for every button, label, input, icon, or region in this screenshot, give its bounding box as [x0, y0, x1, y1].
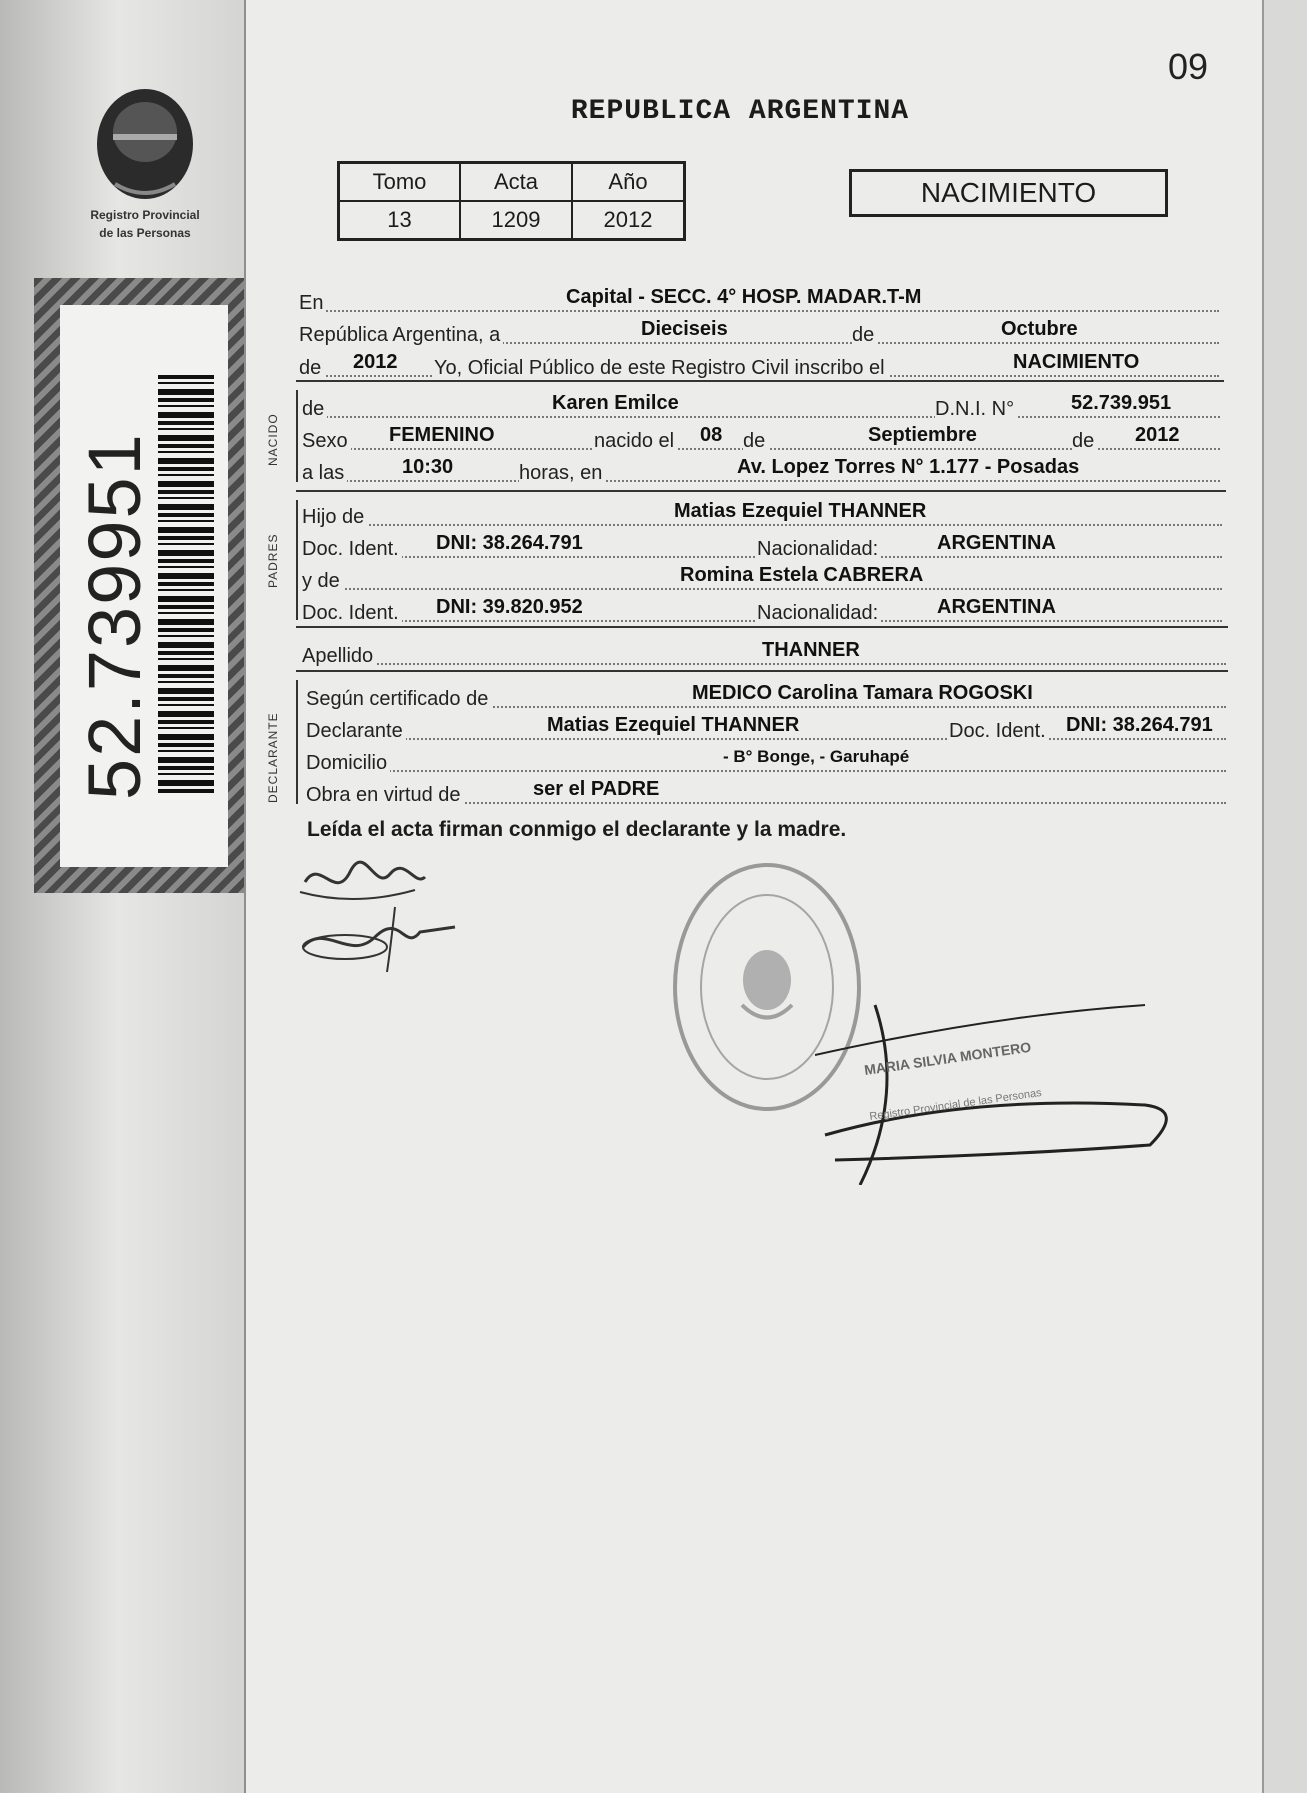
value-mes-nac: Septiembre [868, 424, 977, 446]
value-domicilio: - B° Bonge, - Garuhapé [721, 744, 911, 770]
section-label-padres: PADRES [266, 533, 280, 588]
value-certificado: MEDICO Carolina Tamara ROGOSKI [692, 682, 1033, 704]
declarant-signature-icon [295, 852, 465, 982]
coat-of-arms-icon [85, 74, 205, 204]
label-de-mes: de [743, 428, 768, 454]
value-hora: 10:30 [402, 456, 454, 478]
barcode [158, 375, 214, 795]
logo-text-line1: Registro Provincial [90, 208, 200, 222]
value-anio: 2012 [353, 351, 398, 373]
officer-stamp-signature-icon [815, 995, 1185, 1185]
section-label-nacido: NACIDO [266, 413, 280, 466]
value-madre: Romina Estela CABRERA [680, 564, 924, 586]
divider-3 [296, 626, 1228, 628]
label-obra: Obra en virtud de [306, 782, 464, 808]
label-republica: República Argentina, a [299, 322, 503, 348]
label-sexo: Sexo [302, 428, 351, 454]
value-inscribo: NACIMIENTO [1013, 351, 1140, 373]
value-dni: 52.739.951 [1071, 392, 1172, 414]
row-sexo [302, 422, 1220, 450]
label-horas-en: horas, en [519, 460, 605, 486]
act-type-box: NACIMIENTO [849, 169, 1168, 217]
label-a-las: a las [302, 460, 347, 486]
label-padre-nac: Nacionalidad: [757, 536, 881, 562]
label-de2: de [299, 355, 324, 381]
logo-text-line2: de las Personas [99, 226, 191, 240]
value-en: Capital - SECC. 4° HOSP. MADAR.T-M [566, 286, 922, 308]
label-de-anio: de [1072, 428, 1097, 454]
row-hora [302, 454, 1220, 482]
label-oficial: Yo, Oficial Público de este Registro Civil inscribo el [434, 355, 888, 381]
value-anio-nac: 2012 [1135, 424, 1180, 446]
row-obra [306, 776, 1226, 804]
divider-1 [296, 380, 1224, 382]
closing-statement: Leída el acta firman conmigo el declarante y la madre. [307, 818, 847, 841]
sticker-dni-number: 52.739951 [73, 432, 156, 800]
value-apellido: THANNER [762, 639, 860, 661]
label-madre-nac: Nacionalidad: [757, 600, 881, 626]
row-republica [299, 316, 1219, 344]
registry-header-anio: Año [572, 163, 685, 202]
label-domicilio: Domicilio [306, 750, 390, 776]
value-lugar: Av. Lopez Torres N° 1.177 - Posadas [737, 456, 1080, 478]
page-number: 09 [1168, 46, 1209, 87]
value-padre: Matias Ezequiel THANNER [674, 500, 927, 522]
row-padre [302, 498, 1222, 526]
value-madre-nac: ARGENTINA [937, 596, 1056, 618]
label-declarante: Declarante [306, 718, 406, 744]
divider-2 [296, 490, 1226, 492]
label-en: En [299, 290, 326, 316]
section-label-declarante: DECLARANTE [266, 712, 280, 803]
value-declarante: Matias Ezequiel THANNER [547, 714, 800, 736]
label-hijo-de: Hijo de [302, 504, 367, 530]
label-dni: D.N.I. N° [935, 396, 1017, 422]
value-padre-nac: ARGENTINA [937, 532, 1056, 554]
registry-value-anio: 2012 [572, 201, 685, 240]
row-en [299, 284, 1219, 312]
stamp-org: Registro Provincial de las Personas [868, 1086, 1043, 1123]
value-mes: Octubre [1001, 318, 1078, 340]
value-nombre: Karen Emilce [552, 392, 679, 414]
registry-header-tomo: Tomo [339, 163, 461, 202]
row-anio [299, 349, 1219, 377]
label-nacido-el: nacido el [594, 428, 677, 454]
row-nombre [302, 390, 1220, 418]
value-obra: ser el PADRE [533, 778, 660, 800]
document-title: REPUBLICA ARGENTINA [570, 96, 910, 127]
label-y-de: y de [302, 568, 343, 594]
registry-value-tomo: 13 [339, 201, 461, 240]
label-decl-doc: Doc. Ident. [949, 718, 1049, 744]
divider-4 [296, 670, 1228, 672]
row-apellido [302, 637, 1226, 665]
stamp-name: MARIA SILVIA MONTERO [863, 1038, 1033, 1078]
bar-padres [296, 500, 298, 620]
row-padre-doc [302, 530, 1222, 558]
value-decl-doc: DNI: 38.264.791 [1066, 714, 1213, 736]
label-madre-doc: Doc. Ident. [302, 600, 402, 626]
row-domicilio [306, 744, 1226, 772]
registry-value-acta: 1209 [460, 201, 572, 240]
label-apellido: Apellido [302, 643, 376, 669]
row-certificado [306, 680, 1226, 708]
value-sexo: FEMENINO [389, 424, 495, 446]
label-de: de [852, 322, 877, 348]
value-dia-nac: 08 [700, 424, 723, 446]
row-madre-doc [302, 594, 1222, 622]
registry-header-acta: Acta [460, 163, 572, 202]
value-padre-dni: DNI: 38.264.791 [436, 532, 583, 554]
bar-nacido [296, 390, 298, 482]
label-certificado: Según certificado de [306, 686, 491, 712]
row-madre [302, 562, 1222, 590]
label-padre-doc: Doc. Ident. [302, 536, 402, 562]
registry-table [337, 161, 686, 241]
value-madre-dni: DNI: 39.820.952 [436, 596, 583, 618]
value-dia: Dieciseis [641, 318, 728, 340]
bar-declarante [296, 680, 298, 804]
label-nombre-de: de [302, 396, 327, 422]
row-declarante [306, 712, 1226, 740]
